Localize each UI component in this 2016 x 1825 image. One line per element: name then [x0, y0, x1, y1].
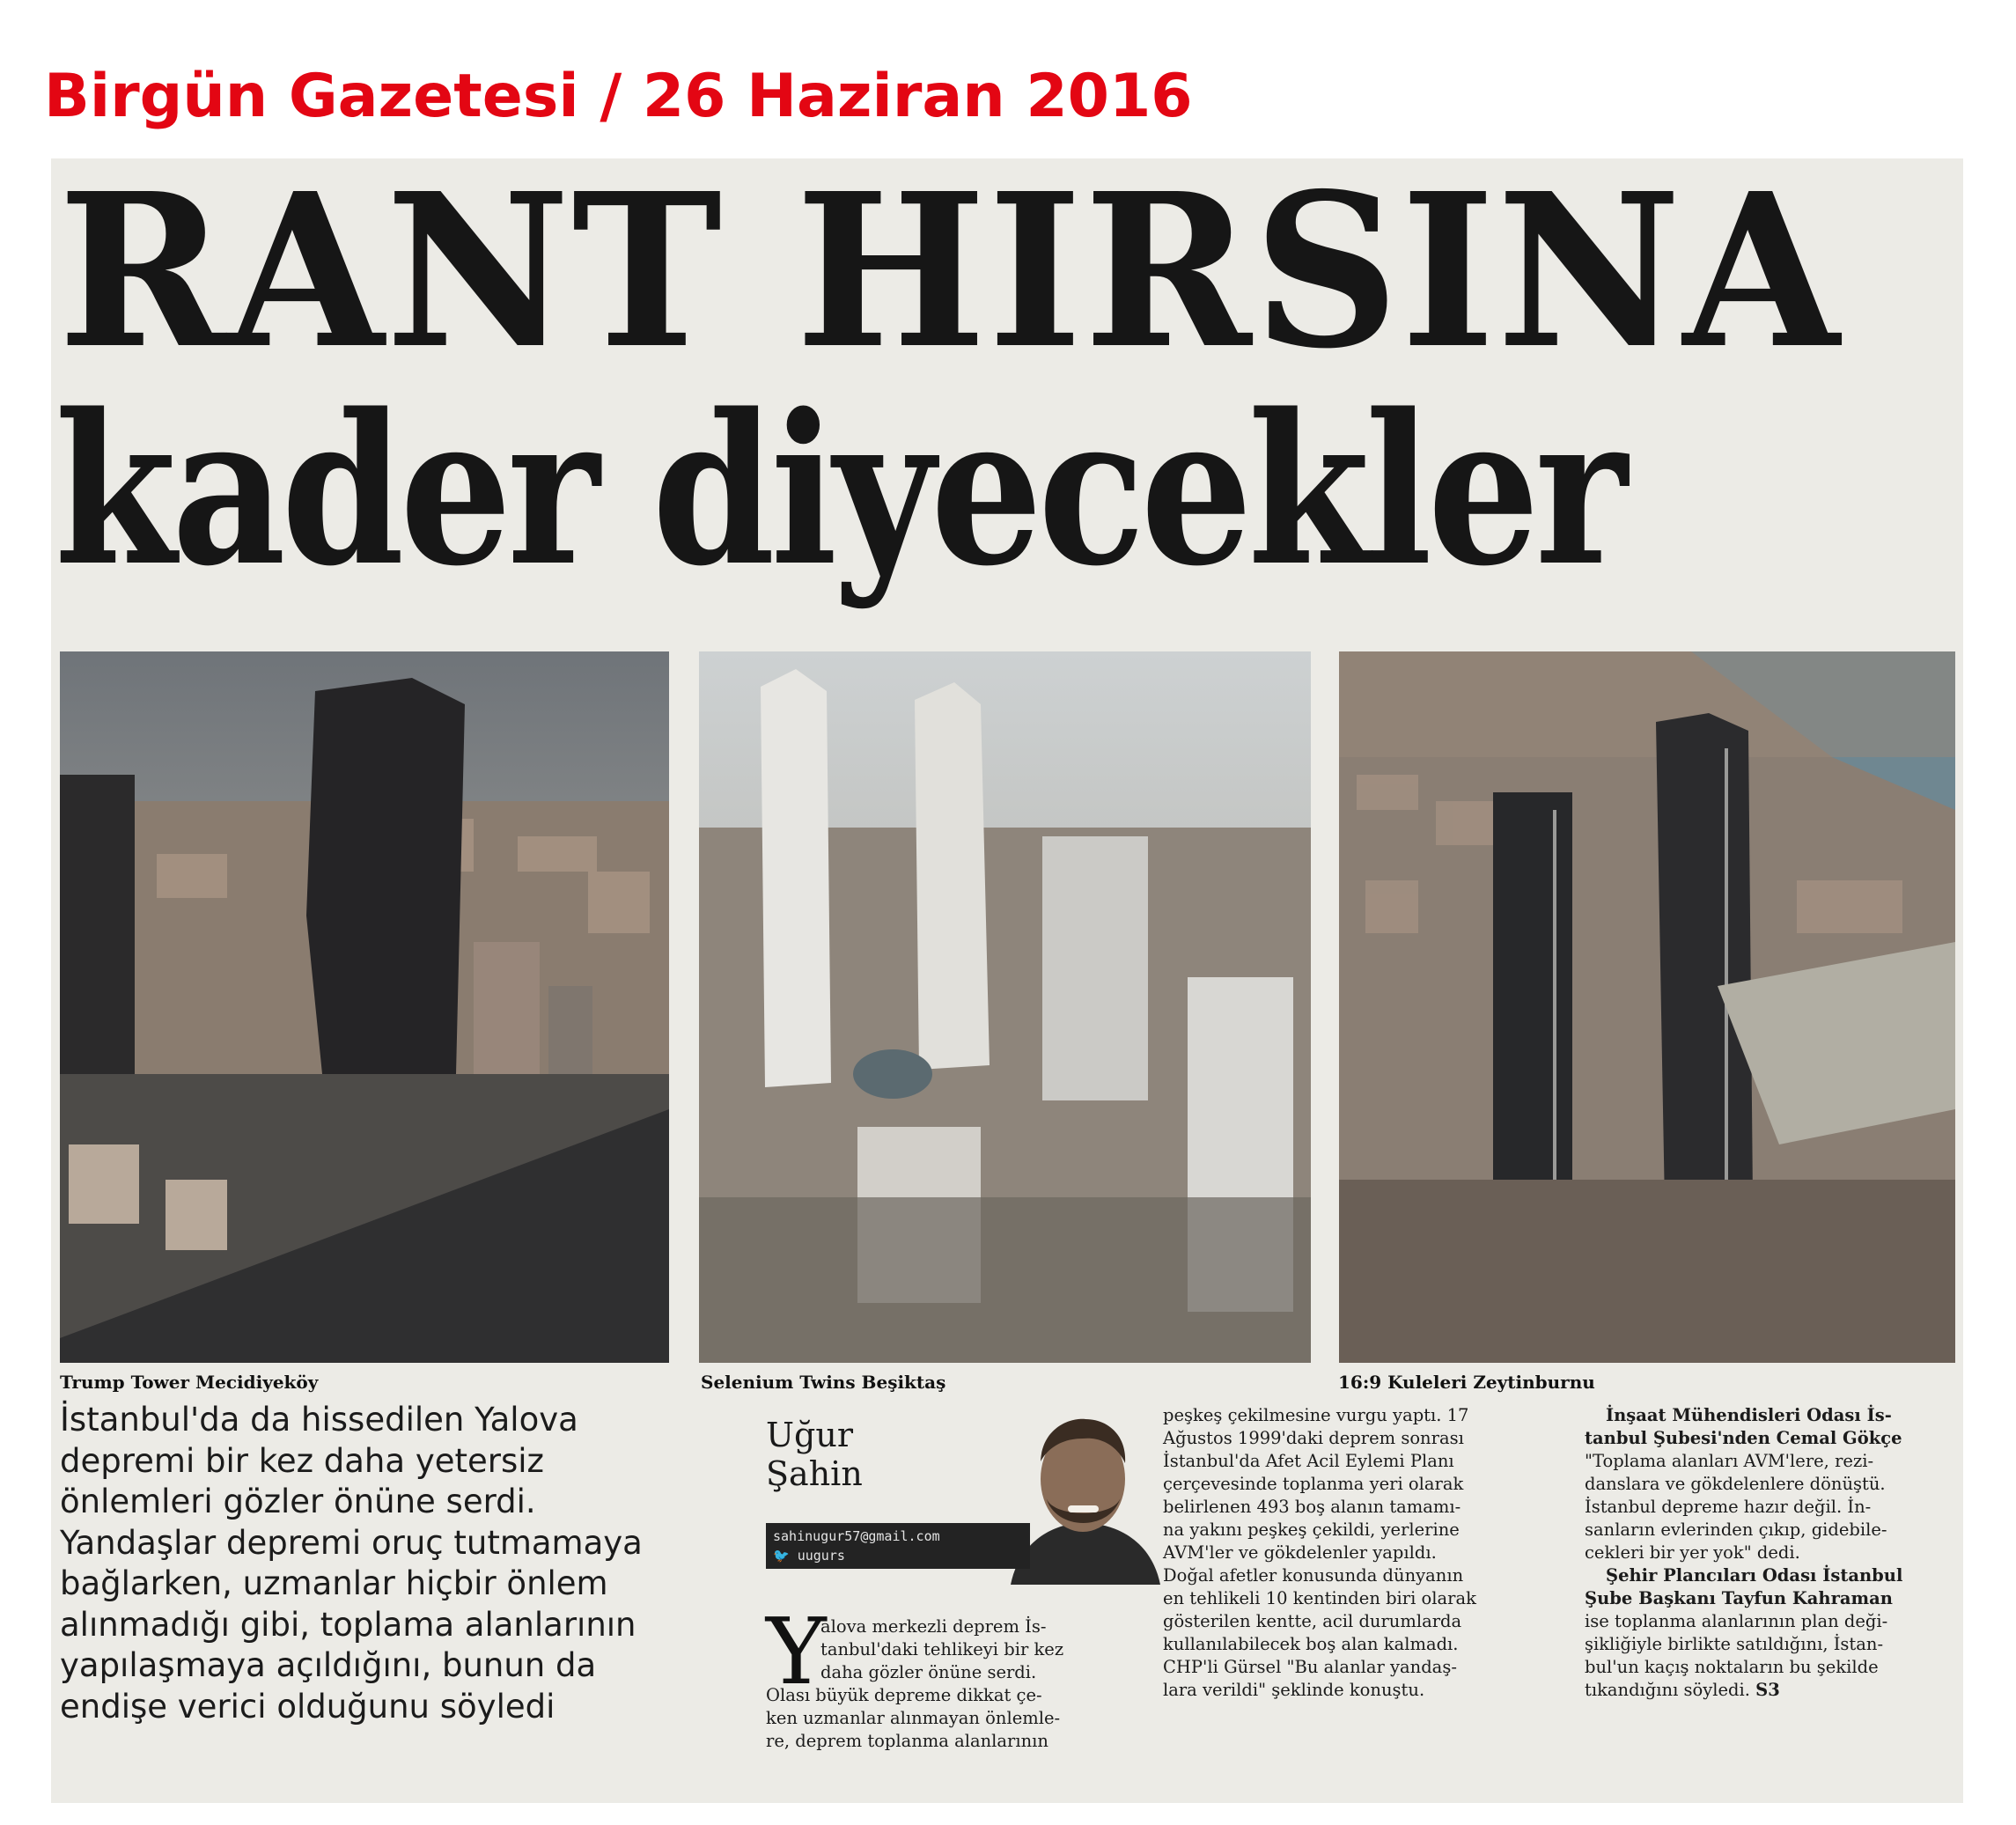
photo-169-towers — [1339, 651, 1955, 1363]
page-reference: S3 — [1755, 1680, 1780, 1700]
author-twitter: uugurs — [797, 1548, 845, 1564]
photo-caption-3: 16:9 Kuleleri Zeytinburnu — [1338, 1372, 1595, 1393]
author-first-name: Uğur — [766, 1416, 853, 1454]
article-line: ken uzmanlar alınmayan önlemle- — [766, 1708, 1061, 1728]
headline-line-2: kader diyecekler — [55, 369, 1623, 612]
headline-line-1: RANT HIRSINA — [58, 158, 1842, 395]
article-line: re, deprem toplanma alanlarının — [766, 1731, 1048, 1751]
author-twitter-row — [773, 1546, 1023, 1565]
article-line-bold: İnşaat Mühendisleri Odası İs- — [1606, 1405, 1892, 1425]
article-line: peşkeş çekilmesine vurgu yaptı. 17 — [1163, 1405, 1469, 1425]
article-line: AVM'ler ve gökdelenler yapıldı. — [1163, 1542, 1437, 1563]
photo-caption-1: Trump Tower Mecidiyeköy — [60, 1372, 319, 1393]
article-line: çerçevesinde toplanma yeri olarak — [1163, 1474, 1464, 1494]
article-line: ise toplanma alanlarının plan deği- — [1585, 1611, 1888, 1631]
article-line: bul'un kaçış noktaların bu şekilde — [1585, 1657, 1879, 1677]
article-line: Doğal afetler konusunda dünyanın — [1163, 1565, 1464, 1586]
author-last-name: Şahin — [766, 1454, 863, 1493]
lead-paragraph — [60, 1400, 755, 1727]
article-line: "Toplama alanları AVM'lere, rezi- — [1585, 1451, 1874, 1471]
lead-line: alınmadığı gibi, toplama alanlarının — [60, 1605, 636, 1644]
article-line: alova merkezli deprem İs- — [820, 1616, 1047, 1637]
article-line: gösterilen kentte, acil durumlarda — [1163, 1611, 1462, 1631]
article-line: en tehlikeli 10 kentinden biri olarak — [1163, 1588, 1476, 1608]
article-column-1 — [766, 1598, 1180, 1753]
lead-line: depremi bir kez daha yetersiz — [60, 1441, 544, 1480]
article-line: şikliğiyle birlikte satıldığını, İstan- — [1585, 1634, 1884, 1654]
lead-line: bağlarken, uzmanlar hiçbir önlem — [60, 1564, 608, 1602]
photo-trump-tower — [60, 651, 669, 1363]
lead-line: endişe verici olduğunu söyledi — [60, 1687, 556, 1726]
twitter-icon: 🐦 — [773, 1548, 790, 1564]
article-line: kullanılabilecek boş alan kalmadı. — [1163, 1634, 1459, 1654]
author-email: sahinugur57@gmail.com — [773, 1528, 940, 1544]
article-line: CHP'li Gürsel "Bu alanlar yandaş- — [1163, 1657, 1457, 1677]
article-line-bold: Şube Başkanı Tayfun Kahraman — [1585, 1588, 1893, 1608]
article-column-2 — [1163, 1404, 1568, 1702]
newspaper-clipping — [51, 158, 1963, 1803]
article-line: sanların evlerinden çıkıp, gidebile- — [1585, 1520, 1887, 1540]
lead-line: İstanbul'da da hissedilen Yalova — [60, 1401, 578, 1439]
author-contact — [766, 1523, 1030, 1569]
article-line: İstanbul'da Afet Acil Eylemi Planı — [1163, 1451, 1454, 1471]
lead-line: yapılaşmaya açıldığını, bunun da — [60, 1646, 597, 1684]
article-line: danslara ve gökdelenlere dönüştü. — [1585, 1474, 1886, 1494]
author-byline — [766, 1416, 863, 1493]
article-column-3 — [1585, 1404, 1954, 1702]
article-line-last — [1585, 1679, 1954, 1702]
article-line: İstanbul depreme hazır değil. İn- — [1585, 1497, 1872, 1517]
article-line: tanbul'daki tehlikeyi bir kez — [820, 1639, 1064, 1659]
source-title: Birgün Gazetesi / 26 Haziran 2016 — [44, 62, 1193, 131]
article-line: belirlenen 493 boş alanın tamamı- — [1163, 1497, 1461, 1517]
article-line: Ağustos 1999'daki deprem sonrası — [1163, 1428, 1464, 1448]
article-line: lara verildi" şeklinde konuştu. — [1163, 1680, 1425, 1700]
lead-line: önlemleri gözler önüne serdi. — [60, 1483, 536, 1520]
dropcap: Y — [766, 1598, 827, 1705]
article-line: Olası büyük depreme dikkat çe- — [766, 1685, 1042, 1705]
article-line-bold: tanbul Şubesi'nden Cemal Gökçe — [1585, 1428, 1902, 1448]
article-line: cekleri bir yer yok" dedi. — [1585, 1542, 1800, 1563]
article-line: daha gözler önüne serdi. — [820, 1662, 1037, 1682]
article-line: tıkandığını söyledi. — [1585, 1680, 1750, 1700]
article-line: na yakını peşkeş çekildi, yerlerine — [1163, 1520, 1460, 1540]
article-line-bold: Şehir Plancıları Odası İstanbul — [1606, 1565, 1903, 1586]
photo-selenium-twins — [699, 651, 1311, 1363]
lead-line: Yandaşlar depremi oruç tutmamaya — [60, 1523, 643, 1562]
photo-caption-2: Selenium Twins Beşiktaş — [701, 1372, 946, 1393]
